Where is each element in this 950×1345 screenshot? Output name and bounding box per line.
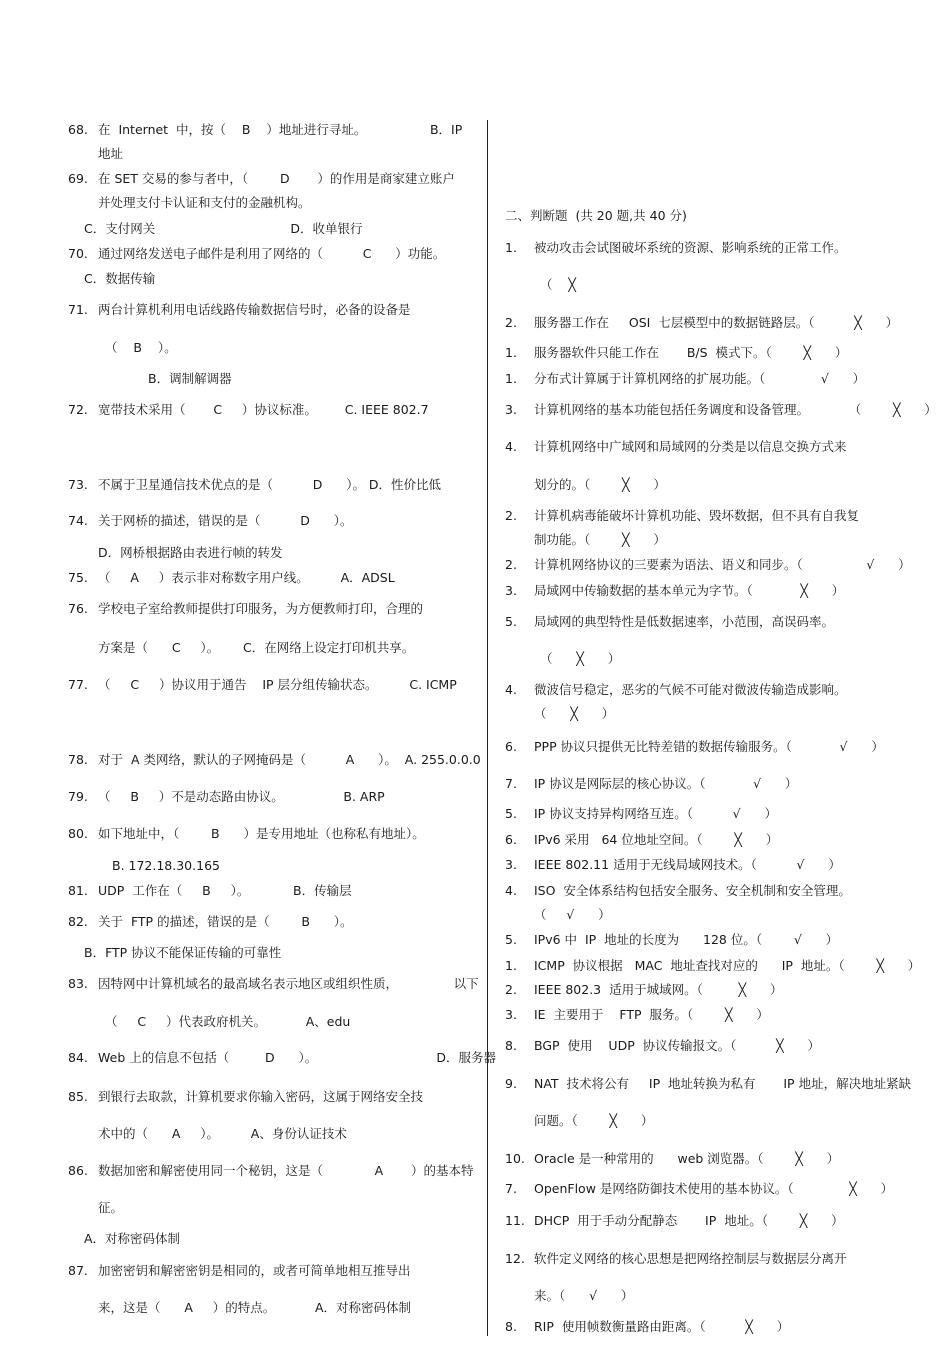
item-number: 1. (505, 371, 517, 386)
question-text: BGP 使用 UDP 协议传输报文。（ ╳ ） (534, 1038, 821, 1053)
answer-line: B．FTP 协议不能保证传输的可靠性 (84, 945, 282, 960)
question-text: PPP 协议只提供无比特差错的数据传输服务。（ √ ） (534, 739, 884, 754)
answer-line: （ B ）。 (105, 340, 177, 355)
item-number: 82. (68, 914, 88, 929)
item-number: 84. (68, 1050, 88, 1065)
item-number: 2. (505, 982, 517, 997)
item-number: 12. (505, 1251, 525, 1266)
item-number: 86. (68, 1163, 88, 1178)
question-text: 分布式计算属于计算机网络的扩展功能。（ √ ） (534, 371, 866, 386)
question-text: （ ╳ ） (534, 706, 615, 721)
answer-line: （ ╳ ） (540, 651, 621, 666)
column-divider (487, 120, 488, 1336)
answer-line: B. 172.18.30.165 (112, 858, 220, 873)
answer-line: C．支付网关 D．收单银行 (84, 221, 363, 236)
item-number: 78. (68, 752, 88, 767)
question-text: 并处理支付卡认证和支付的金融机构。 (98, 195, 311, 210)
answer-line: C．数据传输 (84, 271, 156, 286)
answer-line: （ C ）代表政府机关。 A、edu (105, 1014, 351, 1029)
item-number: 83. (68, 976, 88, 991)
question-text: ICMP 协议根据 MAC 地址查找对应的 IP 地址。（ ╳ ） (534, 958, 921, 973)
question-text: IEEE 802.11 适用于无线局域网技术。（ √ ） (534, 857, 841, 872)
answer-line: D．网桥根据路由表进行帧的转发 (98, 545, 283, 560)
question-text: 关于 FTP 的描述，错误的是（ B ）。 (98, 914, 353, 929)
answer-line: 来，这是（ A ）的特点。 A．对称密码体制 (98, 1300, 412, 1315)
question-text: IP 协议是网际层的核心协议。（ √ ） (534, 776, 798, 791)
answer-line: 来。（ √ ） (534, 1288, 634, 1303)
question-text: 服务器软件只能工作在 B/S 模式下。（ ╳ ） (534, 345, 848, 360)
question-text: NAT 技术将公有 IP 地址转换为私有 IP 地址，解决地址紧缺 (534, 1076, 912, 1091)
item-number: 68. (68, 122, 88, 137)
question-text: 宽带技术采用（ C ）协议标准。 C. IEEE 802.7 (98, 402, 429, 417)
question-text: 计算机病毒能破坏计算机功能、毁坏数据，但不具有自我复 (534, 508, 860, 523)
question-text: 对于 A 类网络，默认的子网掩码是（ A ）。 A. 255.0.0.0 (98, 752, 481, 767)
section-title: 二、判断题 (共 20 题,共 40 分) (505, 208, 687, 223)
question-text: 微波信号稳定，恶劣的气候不可能对微波传输造成影响。 (534, 682, 847, 697)
question-text: 学校电子室给教师提供打印服务，为方便教师打印，合理的 (98, 601, 424, 616)
question-text: 局域网中传输数据的基本单元为字节。（ ╳ ） (534, 583, 845, 598)
question-text: （ A ）表示非对称数字用户线。 A．ADSL (98, 570, 395, 585)
question-text: 两台计算机利用电话线路传输数据信号时，必备的设备是 (98, 302, 411, 317)
item-number: 5. (505, 614, 517, 629)
question-text: 到银行去取款，计算机要求你输入密码，这属于网络安全技 (98, 1089, 424, 1104)
question-text: 在 SET 交易的参与者中，（ D ）的作用是商家建立账户 (98, 171, 455, 186)
question-text: （ C ）协议用于通告 IP 层分组传输状态。 C. ICMP (98, 677, 457, 692)
question-text: 因特网中计算机域名的最高域名表示地区或组织性质， 以下 (98, 976, 479, 991)
question-text: IPv6 采用 64 位地址空间。（ ╳ ） (534, 832, 779, 847)
question-text: （ B ）不是动态路由协议。 B. ARP (98, 789, 385, 804)
answer-line: B．调制解调器 (148, 371, 232, 386)
item-number: 76. (68, 601, 88, 616)
question-text: 在 Internet 中，按（ B ）地址进行寻址。 B．IP (98, 122, 463, 137)
item-number: 6. (505, 739, 517, 754)
item-number: 72. (68, 402, 88, 417)
item-number: 5. (505, 806, 517, 821)
item-number: 2. (505, 557, 517, 572)
question-text: IEEE 802.3 适用于城域网。（ ╳ ） (534, 982, 783, 997)
item-number: 7. (505, 776, 517, 791)
question-text: 软件定义网络的核心思想是把网络控制层与数据层分离开 (534, 1251, 847, 1266)
item-number: 74. (68, 513, 88, 528)
question-text: 关于网桥的描述，错误的是（ D ）。 (98, 513, 353, 528)
question-text: IPv6 中 IP 地址的长度为 128 位。（ √ ） (534, 932, 839, 947)
item-number: 2. (505, 508, 517, 523)
item-number: 3. (505, 857, 517, 872)
item-number: 75. (68, 570, 88, 585)
item-number: 79. (68, 789, 88, 804)
question-text: RIP 使用帧数衡量路由距离。（ ╳ ） (534, 1319, 790, 1334)
answer-line: 问题。（ ╳ ） (534, 1113, 654, 1128)
answer-line: 征。 (98, 1200, 124, 1215)
item-number: 1. (505, 958, 517, 973)
item-number: 1. (505, 240, 517, 255)
item-number: 81. (68, 883, 88, 898)
question-text: 制功能。（ ╳ ） (534, 532, 666, 547)
item-number: 11. (505, 1213, 525, 1228)
question-text: DHCP 用于手动分配静态 IP 地址。（ ╳ ） (534, 1213, 844, 1228)
question-text: 数据加密和解密使用同一个秘钥，这是（ A ）的基本特 (98, 1163, 474, 1178)
question-text: 计算机网络的基本功能包括任务调度和设备管理。 （ ╳ ） (534, 402, 937, 417)
question-text: Oracle 是一种常用的 web 浏览器。（ ╳ ） (534, 1151, 840, 1166)
answer-line: 术中的（ A ）。 A、身份认证技术 (98, 1126, 347, 1141)
item-number: 85. (68, 1089, 88, 1104)
question-text: 局域网的典型特性是低数据速率，小范围，高误码率。 (534, 614, 835, 629)
item-number: 80. (68, 826, 88, 841)
answer-line: A．对称密码体制 (84, 1231, 181, 1246)
item-number: 4. (505, 883, 517, 898)
item-number: 69. (68, 171, 88, 186)
question-text: 服务器工作在 OSI 七层模型中的数据链路层。（ ╳ ） (534, 315, 899, 330)
question-text: 如下地址中，（ B ）是专用地址（也称私有地址）。 (98, 826, 425, 841)
answer-line: （ ╳ (540, 277, 576, 292)
question-text: IP 协议支持异构网络互连。（ √ ） (534, 806, 777, 821)
question-text: （ √ ） (534, 907, 611, 922)
answer-line: 划分的。（ ╳ ） (534, 477, 666, 492)
question-text: 加密密钥和解密密钥是相同的，或者可简单地相互推导出 (98, 1263, 411, 1278)
question-text: 被动攻击会试图破坏系统的资源、影响系统的正常工作。 (534, 240, 847, 255)
item-number: 4. (505, 682, 517, 697)
item-number: 2. (505, 315, 517, 330)
question-text: 地址 (98, 146, 124, 161)
item-number: 70. (68, 246, 88, 261)
item-number: 9. (505, 1076, 517, 1091)
question-text: 通过网络发送电子邮件是利用了网络的（ C ）功能。 (98, 246, 446, 261)
question-text: OpenFlow 是网络防御技术使用的基本协议。（ ╳ ） (534, 1181, 894, 1196)
item-number: 73. (68, 477, 88, 492)
item-number: 77. (68, 677, 88, 692)
item-number: 3. (505, 1007, 517, 1022)
item-number: 3. (505, 583, 517, 598)
question-text: ISO 安全体系结构包括安全服务、安全机制和安全管理。 (534, 883, 851, 898)
question-text: Web 上的信息不包括（ D ）。 D．服务器 (98, 1050, 497, 1065)
item-number: 1. (505, 345, 517, 360)
question-text: 计算机网络中广域网和局域网的分类是以信息交换方式来 (534, 439, 847, 454)
item-number: 71. (68, 302, 88, 317)
question-text: 不属于卫星通信技术优点的是（ D ）。 D．性价比低 (98, 477, 442, 492)
item-number: 5. (505, 932, 517, 947)
item-number: 8. (505, 1319, 517, 1334)
item-number: 10. (505, 1151, 525, 1166)
question-text: UDP 工作在（ B ）。 B．传输层 (98, 883, 352, 898)
item-number: 4. (505, 439, 517, 454)
question-text: IE 主要用于 FTP 服务。（ ╳ ） (534, 1007, 769, 1022)
item-number: 6. (505, 832, 517, 847)
item-number: 3. (505, 402, 517, 417)
answer-line: 方案是（ C ）。 C．在网络上设定打印机共享。 (98, 640, 415, 655)
item-number: 8. (505, 1038, 517, 1053)
item-number: 87. (68, 1263, 88, 1278)
item-number: 7. (505, 1181, 517, 1196)
question-text: 计算机网络协议的三要素为语法、语义和同步。（ √ ） (534, 557, 911, 572)
